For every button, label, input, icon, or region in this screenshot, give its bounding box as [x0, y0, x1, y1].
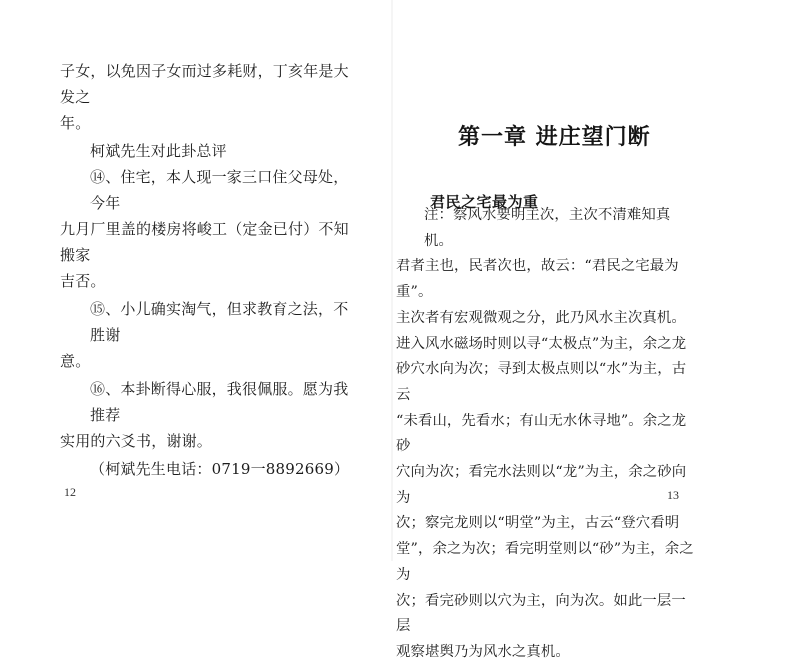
page-number: 13 [667, 488, 679, 502]
contact-line: （柯斌先生电话：0719一8892669） [90, 460, 350, 478]
chapter-title: 第一章 进庄望门断 [458, 123, 651, 150]
text-line: 实用的六爻书，谢谢。 [60, 432, 213, 450]
body-line: 次；察完龙则以“明堂”为主，古云“登穴看明 [396, 515, 680, 532]
body-line: 君者主也，民者次也，故云：“君民之宅最为重”。 [396, 258, 679, 301]
body-line: “未看山，先看水；有山无水休寻地”。余之龙砂 [396, 412, 687, 455]
left-page [0, 0, 392, 561]
text-line: 子女，以免因子女而过多耗财，丁亥年是大发之 [60, 62, 349, 106]
body-line: 砂穴水向为次；寻到太极点则以“水”为主，古云 [396, 361, 687, 403]
text-line: 吉否。 [60, 272, 106, 290]
summary-heading: 柯斌先生对此卦总评 [90, 142, 227, 160]
body-line: 主次者有宏观微观之分，此乃风水主次真机。 [396, 309, 686, 326]
body-line: 次；看完砂则以穴为主，向为次。如此一层一层 [396, 592, 686, 635]
body-line: 观察堪舆乃为风水之真机。 [396, 643, 570, 660]
text-line: 年。 [60, 114, 91, 132]
section-heading: 君民之宅最为重 [430, 193, 539, 212]
body-line: 堂”，余之为次；看完明堂则以“砂”为主，余之为 [396, 541, 694, 583]
text-line: 意。 [60, 352, 91, 370]
body-line: 注：察风水要明主次，主次不清难知真机。 [424, 207, 671, 249]
page-edge [392, 0, 393, 561]
text-line: ⑮、小儿确实淘气，但求教育之法，不胜谢 [90, 300, 349, 344]
body-line: 穴向为次；看完水法则以“龙”为主，余之砂向为 [396, 464, 687, 506]
text-line: ⑯、本卦断得心服，我很佩服。愿为我推荐 [90, 380, 349, 424]
body-line: 进入风水磁场时则以寻“太极点”为主，余之龙 [396, 335, 687, 352]
text-line: 九月厂里盖的楼房将峻工（定金已付）不知搬家 [60, 220, 349, 264]
right-page-body [396, 203, 696, 666]
text-line: ⑭、住宅，本人现一家三口住父母处，今年 [90, 168, 349, 212]
left-page-text [60, 58, 352, 482]
page-number: 12 [64, 485, 76, 499]
right-page [392, 0, 793, 660]
